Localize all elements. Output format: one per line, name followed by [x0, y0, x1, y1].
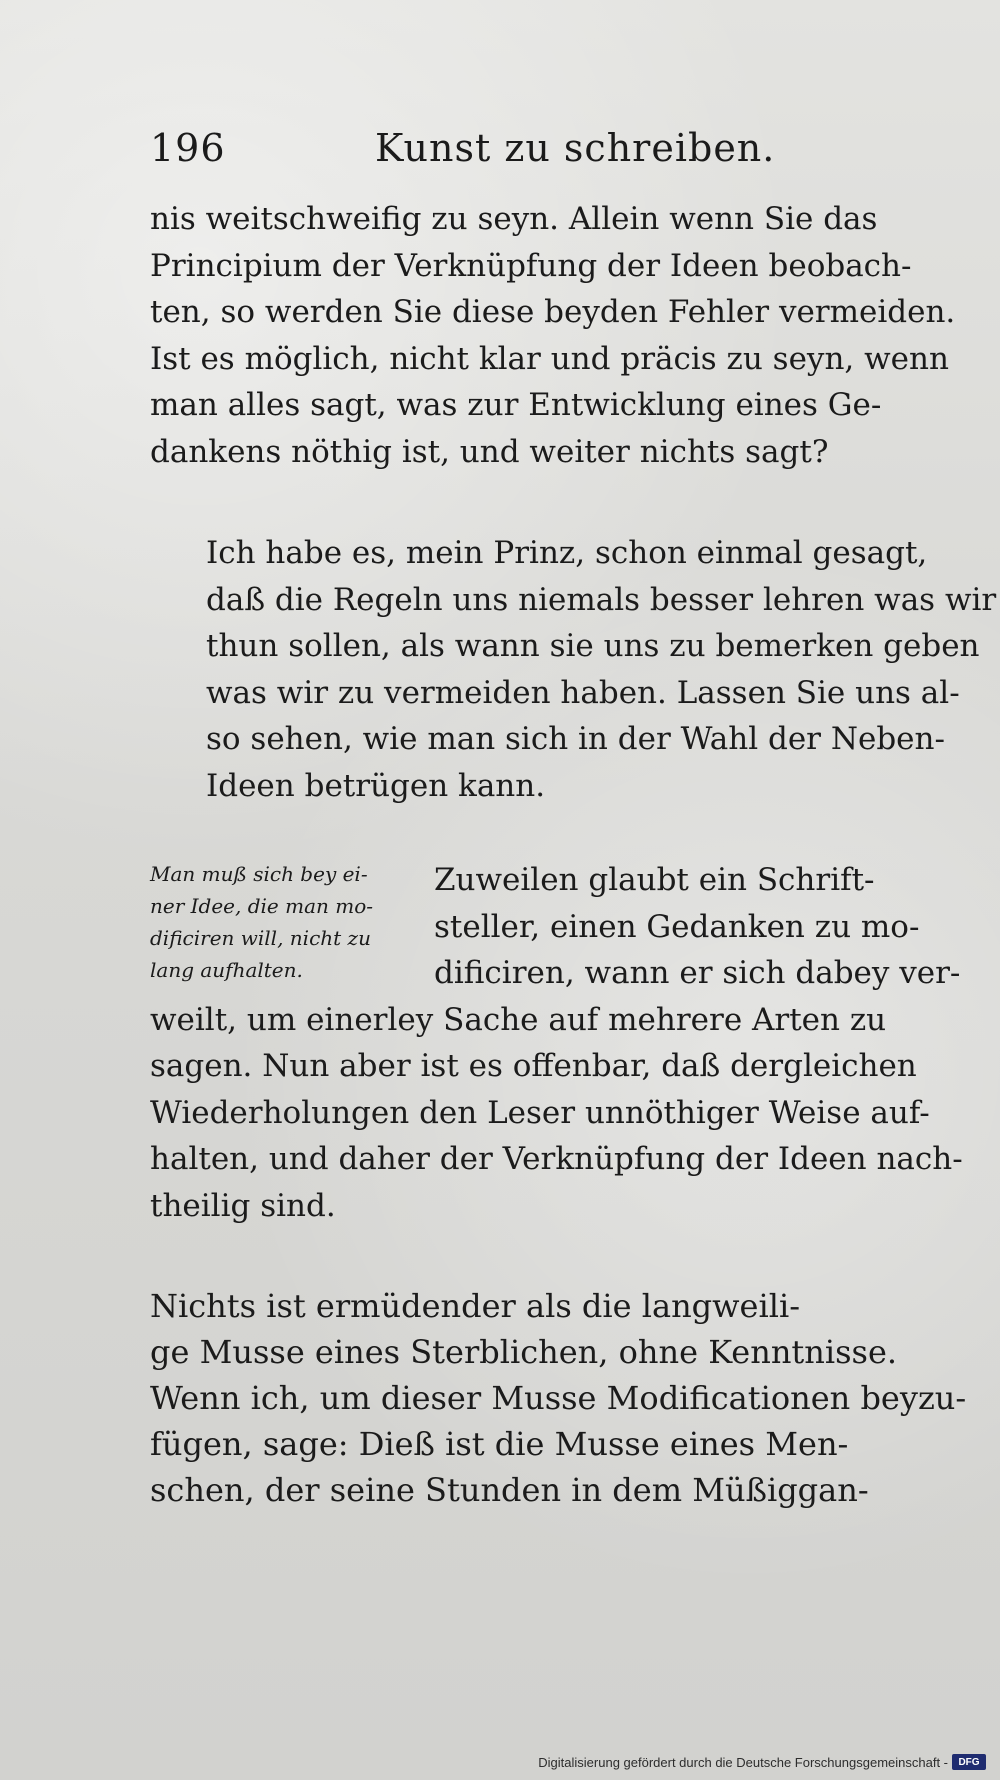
text-line: was wir zu vermeiden haben. Lassen Sie uns al- — [206, 674, 960, 711]
text-line: steller, einen Gedanken zu mo- — [434, 908, 920, 945]
paragraph-4 — [150, 1283, 967, 1513]
text-line: thun sollen, als wann sie uns zu bemerken geben — [206, 628, 980, 664]
page-number: 196 — [150, 126, 226, 170]
margin-note-line: lang aufhalten. — [150, 958, 303, 982]
paragraph-2 — [150, 530, 997, 809]
running-head — [150, 118, 910, 178]
text-line: ge Musse eines Sterblichen, ohne Kenntnisse. — [150, 1333, 898, 1371]
dfg-logo: DFG — [952, 1754, 986, 1770]
text-line: man alles sagt, was zur Entwicklung eines Ge- — [150, 387, 882, 423]
credit-text: Digitalisierung gefördert durch die Deutsche Forschungsgemeinschaft - — [538, 1754, 948, 1770]
text-line: fügen, sage: Dieß ist die Musse eines Men- — [150, 1425, 849, 1463]
text-line: halten, und daher der Verknüpfung der Ideen nach- — [150, 1141, 963, 1177]
text-line: so sehen, wie man sich in der Wahl der Neben- — [206, 721, 945, 757]
paragraph-1 — [150, 196, 956, 475]
text-line: Ich habe es, mein Prinz, schon einmal gesagt, — [206, 535, 928, 571]
text-line: Zuweilen glaubt ein Schrift- — [434, 862, 875, 898]
text-line: ten, so werden Sie diese beyden Fehler vermeiden. — [150, 294, 956, 330]
paragraph-3 — [150, 857, 963, 1229]
text-line: theilig sind. — [150, 1187, 336, 1224]
text-line: Wiederholungen den Leser unnöthiger Weise auf- — [150, 1094, 930, 1131]
text-line: Ist es möglich, nicht klar und präcis zu seyn, wenn — [150, 340, 949, 377]
text-line: Nichts ist ermüdender als die langweili- — [150, 1287, 800, 1325]
margin-note-line: ner Idee, die man mo- — [150, 894, 374, 918]
text-line: dankens nöthig ist, und weiter nichts sagt? — [150, 433, 829, 470]
text-line: nis weitschweifig zu seyn. Allein wenn Sie das — [150, 201, 878, 237]
text-line: dificiren, wann er sich dabey ver- — [434, 955, 961, 991]
text-line: weilt, um einerley Sache auf mehrere Arten zu — [150, 1001, 887, 1038]
text-line: sagen. Nun aber ist es offenbar, daß dergleichen — [150, 1048, 917, 1084]
running-title: Kunst zu schreiben. — [375, 126, 776, 170]
digitization-credit — [538, 1754, 986, 1770]
text-line: daß die Regeln uns niemals besser lehren was wir — [206, 581, 997, 618]
margin-note-line: dificiren will, nicht zu — [150, 926, 371, 950]
text-line: Principium der Verknüpfung der Ideen beobach- — [150, 247, 912, 284]
text-line: Wenn ich, um dieser Musse Modificationen beyzu- — [150, 1379, 967, 1417]
margin-note-line: Man muß sich bey ei- — [150, 862, 368, 886]
text-line: Ideen betrügen kann. — [206, 767, 546, 804]
text-line: schen, der seine Stunden in dem Müßiggan- — [150, 1471, 869, 1509]
